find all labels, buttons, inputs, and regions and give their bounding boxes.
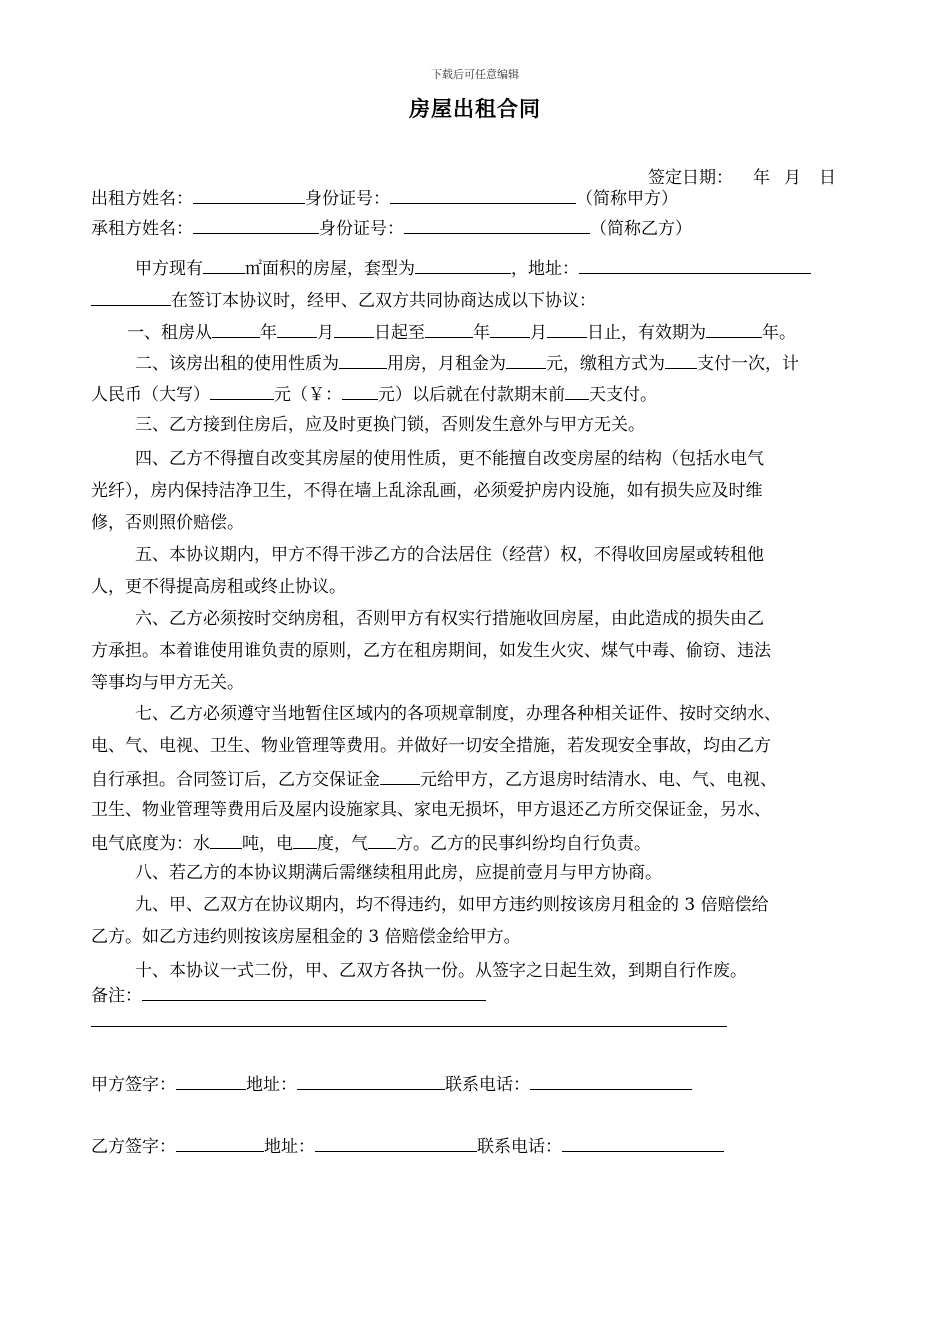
clause-7-line-1: 七、乙方必须遵守当地暂住区域内的各项规章制度，办理各种相关证件、按时交纳水、 — [135, 704, 781, 724]
clause-2-text-a: 二、该房出租的使用性质为 — [135, 354, 339, 374]
intro-text-4: 在签订本协议时，经甲、乙双方共同协商达成以下协议： — [171, 291, 596, 311]
monthly-rent-field[interactable] — [506, 351, 546, 369]
clause-8: 八、若乙方的本协议期满后需继续租用此房，应提前壹月与甲方协商。 — [135, 863, 662, 883]
clause-6-line-1: 六、乙方必须按时交纳房租，否则甲方有权实行措施收回房屋，由此造成的损失由乙 — [135, 609, 764, 629]
lessor-name-label: 出租方姓名： — [91, 189, 193, 209]
party-a-address-label: 地址： — [246, 1075, 297, 1095]
party-a-sign-label: 甲方签字： — [91, 1075, 176, 1095]
lessor-abbr: （简称甲方） — [576, 189, 678, 209]
party-b-address-field[interactable] — [315, 1134, 477, 1152]
clause-6-line-2: 方承担。本着谁使用谁负责的原则，乙方在租房期间，如发生火灾、煤气中毒、偷窃、违法 — [91, 641, 771, 661]
party-b-sign-label: 乙方签字： — [91, 1137, 176, 1157]
date-month: 月 — [784, 168, 801, 188]
clause-3: 三、乙方接到住房后，应及时更换门锁，否则发生意外与甲方无关。 — [135, 415, 645, 435]
date-year: 年 — [753, 168, 770, 188]
date-day: 日 — [819, 168, 836, 188]
clause-7-line-5 — [91, 831, 651, 855]
lessor-id-label: 身份证号： — [305, 189, 390, 209]
end-day-field[interactable] — [547, 320, 587, 338]
water-reading-field[interactable] — [210, 831, 242, 849]
clause-2-text-b: 用房，月租金为 — [387, 354, 506, 374]
clause-7-text-3a: 自行承担。合同签订后，乙方交保证金 — [91, 770, 380, 790]
party-b-phone-field[interactable] — [562, 1134, 724, 1152]
days-before-field[interactable] — [565, 382, 589, 400]
clause-2-text-f: 元（￥： — [274, 385, 342, 405]
gas-reading-field[interactable] — [368, 831, 396, 849]
start-year-field[interactable] — [212, 320, 260, 338]
clause-1-text-g: 日止，有效期为 — [587, 323, 706, 343]
signing-date-line — [648, 163, 836, 188]
clause-1-text-h: 年。 — [762, 323, 796, 343]
payment-period-field[interactable] — [665, 351, 697, 369]
clause-7-line-3 — [91, 767, 777, 791]
party-a-sign-field[interactable] — [176, 1072, 246, 1090]
intro-text-3: ，地址： — [511, 259, 579, 279]
clause-1-text-c: 月 — [317, 323, 334, 343]
lessor-name-field[interactable] — [193, 186, 305, 204]
clause-2-text-d: 支付一次，计 — [697, 354, 799, 374]
party-a-address-field[interactable] — [297, 1072, 445, 1090]
lessor-id-field[interactable] — [390, 186, 576, 204]
clause-6-line-3: 等事均与甲方无关。 — [91, 673, 244, 693]
amount-number-field[interactable] — [342, 382, 378, 400]
remarks-line — [91, 983, 486, 1007]
address-field[interactable] — [579, 256, 811, 274]
address-field-cont[interactable] — [91, 288, 171, 306]
clause-1 — [127, 320, 796, 344]
party-b-phone-label: 联系电话： — [477, 1137, 562, 1157]
party-a-phone-field[interactable] — [530, 1072, 692, 1090]
clause-4-line-2: 光纤），房内保持洁净卫生，不得在墙上乱涂乱画，必须爱护房内设施，如有损失应及时维 — [91, 481, 763, 501]
clause-9-line-2: 乙方。如乙方违约则按该房屋租金的 3 倍赔偿金给甲方。 — [91, 927, 521, 947]
lessee-id-label: 身份证号： — [319, 219, 404, 239]
intro-text-1: 甲方现有 — [135, 259, 203, 279]
usage-field[interactable] — [339, 351, 387, 369]
lessee-line — [91, 216, 692, 240]
remarks-field-line-2[interactable] — [91, 1026, 727, 1027]
start-month-field[interactable] — [277, 320, 317, 338]
clause-1-text-b: 年 — [260, 323, 277, 343]
end-year-field[interactable] — [425, 320, 473, 338]
clause-7-text-5c: 度，气 — [317, 834, 368, 854]
clause-7-text-5b: 吨，电 — [242, 834, 293, 854]
clause-2-line-2 — [91, 382, 657, 406]
header-note: 下载后可任意编辑 — [431, 68, 519, 81]
clause-4-line-1: 四、乙方不得擅自改变其房屋的使用性质，更不能擅自改变房屋的结构（包括水电气 — [135, 449, 764, 469]
area-field[interactable] — [203, 256, 245, 274]
intro-text-2: ㎡面积的房屋，套型为 — [245, 259, 415, 279]
clause-7-line-4: 卫生、物业管理等费用后及屋内设施家具、家电无损坏，甲方退还乙方所交保证金，另水、 — [91, 800, 771, 820]
start-day-field[interactable] — [334, 320, 374, 338]
party-b-signature-line — [91, 1134, 724, 1158]
remarks-label: 备注： — [91, 986, 142, 1006]
clause-2-text-g: 元）以后就在付款期末前 — [378, 385, 565, 405]
clause-1-text-d: 日起至 — [374, 323, 425, 343]
party-b-address-label: 地址： — [264, 1137, 315, 1157]
term-years-field[interactable] — [706, 320, 762, 338]
clause-10: 十、本协议一式二份，甲、乙双方各执一份。从签字之日起生效，到期自行作废。 — [135, 961, 747, 981]
clause-2-text-e: 人民币（大写） — [91, 385, 210, 405]
clause-7-line-2: 电、气、电视、卫生、物业管理等费用。并做好一切安全措施，若发现安全事故，均由乙方 — [91, 736, 771, 756]
clause-1-text-a: 一、租房从 — [127, 323, 212, 343]
deposit-field[interactable] — [380, 767, 420, 785]
remarks-field[interactable] — [142, 983, 486, 1001]
date-label: 签定日期： — [648, 168, 733, 188]
lessee-abbr: （简称乙方） — [590, 219, 692, 239]
document-title: 房屋出租合同 — [409, 96, 541, 121]
clause-2-line-1 — [135, 351, 799, 375]
electric-reading-field[interactable] — [293, 831, 317, 849]
amount-words-field[interactable] — [210, 382, 274, 400]
clause-1-text-f: 月 — [530, 323, 547, 343]
party-a-phone-label: 联系电话： — [445, 1075, 530, 1095]
layout-field[interactable] — [415, 256, 511, 274]
lessee-id-field[interactable] — [404, 216, 590, 234]
clause-4-line-3: 修，否则照价赔偿。 — [91, 513, 244, 533]
clause-9-line-1: 九、甲、乙双方在协议期内，均不得违约，如甲方违约则按该房月租金的 3 倍赔偿给 — [135, 895, 769, 915]
party-b-sign-field[interactable] — [176, 1134, 264, 1152]
end-month-field[interactable] — [490, 320, 530, 338]
intro-line-2 — [91, 288, 596, 312]
clause-5-line-1: 五、本协议期内，甲方不得干涉乙方的合法居住（经营）权，不得收回房屋或转租他 — [135, 545, 764, 565]
party-a-signature-line — [91, 1072, 692, 1096]
lessee-name-label: 承租方姓名： — [91, 219, 193, 239]
clause-1-text-e: 年 — [473, 323, 490, 343]
lessor-line — [91, 186, 678, 210]
clause-2-text-c: 元，缴租方式为 — [546, 354, 665, 374]
clause-7-text-5a: 电气底度为：水 — [91, 834, 210, 854]
clause-5-line-2: 人，更不得提高房租或终止协议。 — [91, 577, 346, 597]
clause-7-text-3b: 元给甲方，乙方退房时结清水、电、气、电视、 — [420, 770, 777, 790]
clause-2-text-h: 天支付。 — [589, 385, 657, 405]
intro-line-1 — [135, 256, 811, 280]
lessee-name-field[interactable] — [193, 216, 319, 234]
clause-7-text-5d: 方。乙方的民事纠纷均自行负责。 — [396, 834, 651, 854]
